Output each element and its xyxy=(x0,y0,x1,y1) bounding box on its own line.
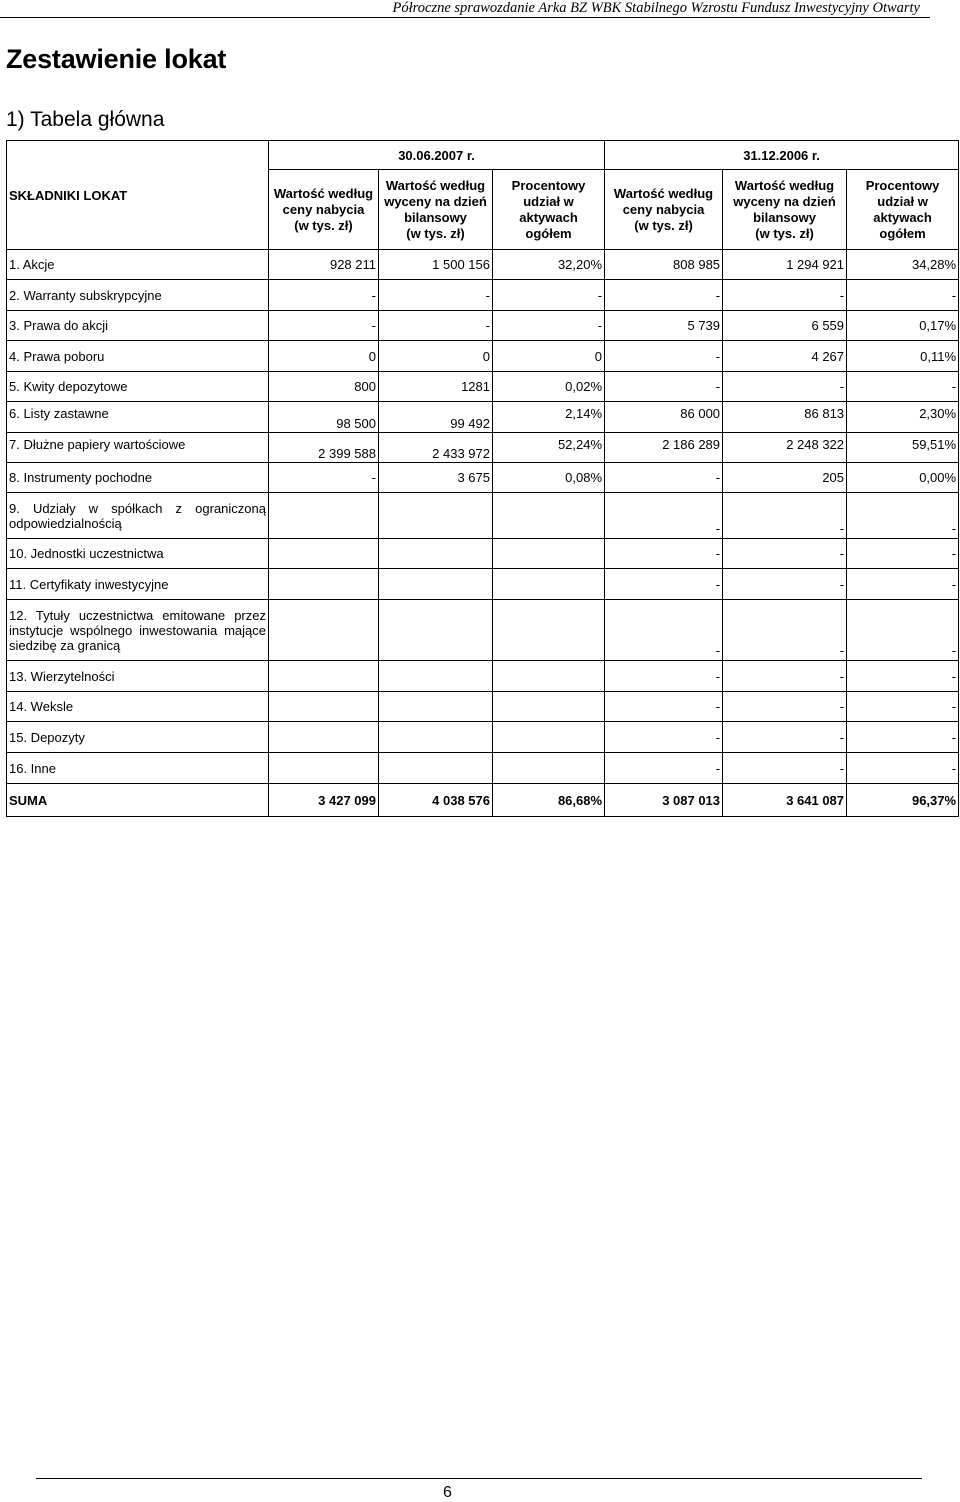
table-cell xyxy=(493,722,605,753)
column-header-line: udział w xyxy=(523,193,574,209)
sum-cell: 86,68% xyxy=(493,784,605,817)
table-cell: 1 500 156 xyxy=(379,250,493,280)
table-cell: - xyxy=(605,692,723,722)
table-cell: 6 559 xyxy=(723,311,847,341)
table-cell: 34,28% xyxy=(847,250,959,280)
table-cell: - xyxy=(847,692,959,722)
row-header-label: SKŁADNIKI LOKAT xyxy=(7,141,269,250)
cell-value: 98 500 xyxy=(336,415,376,431)
column-header-line: Procentowy xyxy=(511,177,586,193)
page-title: Zestawienie lokat xyxy=(6,44,227,74)
table-cell: 0 xyxy=(493,341,605,372)
table-row xyxy=(7,341,959,372)
sum-cell: 96,37% xyxy=(847,784,959,817)
date-header-2006: 31.12.2006 r. xyxy=(605,141,959,170)
table-cell xyxy=(379,433,493,463)
table-cell xyxy=(269,722,379,753)
sum-cell: 3 427 099 xyxy=(269,784,379,817)
section-subtitle: 1) Tabela główna xyxy=(6,108,165,131)
column-header-line: (w tys. zł) xyxy=(634,217,693,233)
table-cell: - xyxy=(847,569,959,600)
investments-table xyxy=(6,140,959,817)
column-header-line: Wartość według xyxy=(613,185,714,201)
row-label: 13. Wierzytelności xyxy=(7,661,269,692)
sum-cell: 4 038 576 xyxy=(379,784,493,817)
table-cell: - xyxy=(723,600,847,661)
table-cell xyxy=(379,692,493,722)
table-cell: 3 675 xyxy=(379,463,493,493)
column-header-line: udział w xyxy=(877,193,928,209)
table-cell: 0,02% xyxy=(493,372,605,402)
column-header-line: aktywach xyxy=(873,209,932,225)
table-cell xyxy=(379,722,493,753)
table-cell: - xyxy=(605,341,723,372)
table-cell: 2,14% xyxy=(493,402,605,433)
table-cell xyxy=(269,402,379,433)
table-cell xyxy=(269,493,379,539)
table-cell: - xyxy=(723,569,847,600)
table-cell: 0 xyxy=(379,341,493,372)
table-row xyxy=(7,600,959,661)
running-header: Półroczne sprawozdanie Arka BZ WBK Stabilnego Wzrostu Fundusz Inwestycyjny Otwarty xyxy=(392,0,920,16)
table-cell: 2,30% xyxy=(847,402,959,433)
row-label: 8. Instrumenty pochodne xyxy=(7,463,269,493)
row-label: 11. Certyfikaty inwestycyjne xyxy=(7,569,269,600)
column-header-line: ogółem xyxy=(525,225,572,241)
table-cell xyxy=(493,493,605,539)
row-label: 1. Akcje xyxy=(7,250,269,280)
table-cell: - xyxy=(847,372,959,402)
table-cell: 1281 xyxy=(379,372,493,402)
table-cell: - xyxy=(379,311,493,341)
row-label: 7. Dłużne papiery wartościowe xyxy=(7,433,269,463)
column-header-line: ogółem xyxy=(879,225,926,241)
table-cell xyxy=(379,402,493,433)
table-cell: 0,08% xyxy=(493,463,605,493)
table-cell: - xyxy=(493,280,605,311)
column-header-line: bilansowy xyxy=(753,209,816,225)
table-cell: - xyxy=(269,280,379,311)
table-cell: 52,24% xyxy=(493,433,605,463)
table-cell xyxy=(493,569,605,600)
table-cell: 808 985 xyxy=(605,250,723,280)
cell-value: 99 492 xyxy=(450,415,490,431)
table-row xyxy=(7,250,959,280)
table-cell xyxy=(379,753,493,784)
table-cell: 4 267 xyxy=(723,341,847,372)
column-header-line: bilansowy xyxy=(404,209,467,225)
table-cell: - xyxy=(847,753,959,784)
table-row xyxy=(7,692,959,722)
sum-cell: 3 641 087 xyxy=(723,784,847,817)
table-cell: - xyxy=(605,493,723,539)
table-cell: - xyxy=(605,722,723,753)
table-cell: - xyxy=(605,600,723,661)
table-cell xyxy=(269,692,379,722)
column-header xyxy=(493,170,605,250)
table-row xyxy=(7,493,959,539)
column-header xyxy=(723,170,847,250)
row-label: 15. Depozyty xyxy=(7,722,269,753)
table-cell: - xyxy=(847,493,959,539)
column-header-line: (w tys. zł) xyxy=(755,225,814,241)
table-cell: - xyxy=(847,600,959,661)
row-label: 5. Kwity depozytowe xyxy=(7,372,269,402)
column-header-line: Wartość według xyxy=(734,177,835,193)
sum-label: SUMA xyxy=(7,784,269,817)
table-cell: - xyxy=(723,753,847,784)
table-cell: - xyxy=(847,661,959,692)
sum-cell: 3 087 013 xyxy=(605,784,723,817)
column-header xyxy=(269,170,379,250)
table-cell: - xyxy=(847,280,959,311)
table-cell: - xyxy=(723,280,847,311)
table-cell: 0,11% xyxy=(847,341,959,372)
table-row xyxy=(7,463,959,493)
table-cell: 0 xyxy=(269,341,379,372)
table-cell: - xyxy=(379,280,493,311)
table-cell: - xyxy=(269,311,379,341)
date-header-row xyxy=(7,141,959,170)
table-cell xyxy=(379,569,493,600)
cell-value: 2 399 588 xyxy=(318,446,376,461)
table-cell: - xyxy=(847,722,959,753)
table-cell xyxy=(269,433,379,463)
table-cell xyxy=(493,692,605,722)
column-header-line: (w tys. zł) xyxy=(406,225,465,241)
table-row xyxy=(7,569,959,600)
column-header-line: Wartość według xyxy=(385,177,486,193)
table-cell: 2 186 289 xyxy=(605,433,723,463)
row-label: 2. Warranty subskrypcyjne xyxy=(7,280,269,311)
header-divider xyxy=(0,17,930,18)
table-cell xyxy=(379,493,493,539)
table-cell: - xyxy=(605,661,723,692)
table-cell xyxy=(493,600,605,661)
table-cell: 86 000 xyxy=(605,402,723,433)
table-cell: - xyxy=(723,372,847,402)
row-label: 14. Weksle xyxy=(7,692,269,722)
row-label: 12. Tytuły uczestnictwa emitowane przez instytucje wspólnego inwestowania mające siedzibę za granicą xyxy=(7,600,269,661)
column-header xyxy=(379,170,493,250)
table-row xyxy=(7,722,959,753)
table-row xyxy=(7,433,959,463)
column-header-line: ceny nabycia xyxy=(282,201,365,217)
table-cell: - xyxy=(723,661,847,692)
footer-divider xyxy=(36,1478,922,1479)
column-header xyxy=(847,170,959,250)
table-cell: 205 xyxy=(723,463,847,493)
table-row xyxy=(7,753,959,784)
table-cell: - xyxy=(847,539,959,569)
sum-row xyxy=(7,784,959,817)
table-cell: 0,00% xyxy=(847,463,959,493)
column-header-line: wyceny na dzień xyxy=(384,193,487,209)
table-cell xyxy=(269,753,379,784)
table-row xyxy=(7,372,959,402)
table-row xyxy=(7,280,959,311)
table-cell xyxy=(493,661,605,692)
table-cell xyxy=(379,600,493,661)
column-header-line: wyceny na dzień xyxy=(733,193,836,209)
table-cell xyxy=(269,661,379,692)
table-cell: - xyxy=(723,539,847,569)
table-cell: - xyxy=(723,692,847,722)
table-cell: 59,51% xyxy=(847,433,959,463)
table-cell: - xyxy=(723,493,847,539)
table-cell: 5 739 xyxy=(605,311,723,341)
table-cell: - xyxy=(605,753,723,784)
table-cell xyxy=(269,569,379,600)
table-cell: 1 294 921 xyxy=(723,250,847,280)
column-header xyxy=(605,170,723,250)
table-cell: 928 211 xyxy=(269,250,379,280)
date-header-2007: 30.06.2007 r. xyxy=(269,141,605,170)
table-cell xyxy=(269,539,379,569)
row-label: 3. Prawa do akcji xyxy=(7,311,269,341)
column-header-line: ceny nabycia xyxy=(622,201,705,217)
table-cell: - xyxy=(605,569,723,600)
table-cell: 2 248 322 xyxy=(723,433,847,463)
table-cell: 86 813 xyxy=(723,402,847,433)
column-header-line: aktywach xyxy=(519,209,578,225)
page-number: 6 xyxy=(443,1484,452,1501)
table-cell: - xyxy=(269,463,379,493)
table-cell: 0,17% xyxy=(847,311,959,341)
table-cell: 800 xyxy=(269,372,379,402)
column-header-line: Wartość według xyxy=(273,185,374,201)
row-label: 16. Inne xyxy=(7,753,269,784)
row-label: 6. Listy zastawne xyxy=(7,402,269,433)
row-label: 4. Prawa poboru xyxy=(7,341,269,372)
table-cell xyxy=(493,753,605,784)
column-header-line: Procentowy xyxy=(865,177,940,193)
table-row xyxy=(7,311,959,341)
table-cell: - xyxy=(493,311,605,341)
table-row xyxy=(7,661,959,692)
table-cell xyxy=(269,600,379,661)
table-cell: - xyxy=(605,539,723,569)
table-cell: 32,20% xyxy=(493,250,605,280)
table-cell: - xyxy=(605,463,723,493)
table-cell xyxy=(493,539,605,569)
table-row xyxy=(7,402,959,433)
column-header-line: (w tys. zł) xyxy=(294,217,353,233)
table-cell: - xyxy=(605,372,723,402)
row-label: 9. Udziały w spółkach z ograniczoną odpowiedzialnością xyxy=(7,493,269,539)
table-cell xyxy=(379,661,493,692)
table-cell: - xyxy=(723,722,847,753)
row-label: 10. Jednostki uczestnictwa xyxy=(7,539,269,569)
table-cell xyxy=(379,539,493,569)
cell-value: 2 433 972 xyxy=(432,446,490,461)
table-cell: - xyxy=(605,280,723,311)
table-row xyxy=(7,539,959,569)
